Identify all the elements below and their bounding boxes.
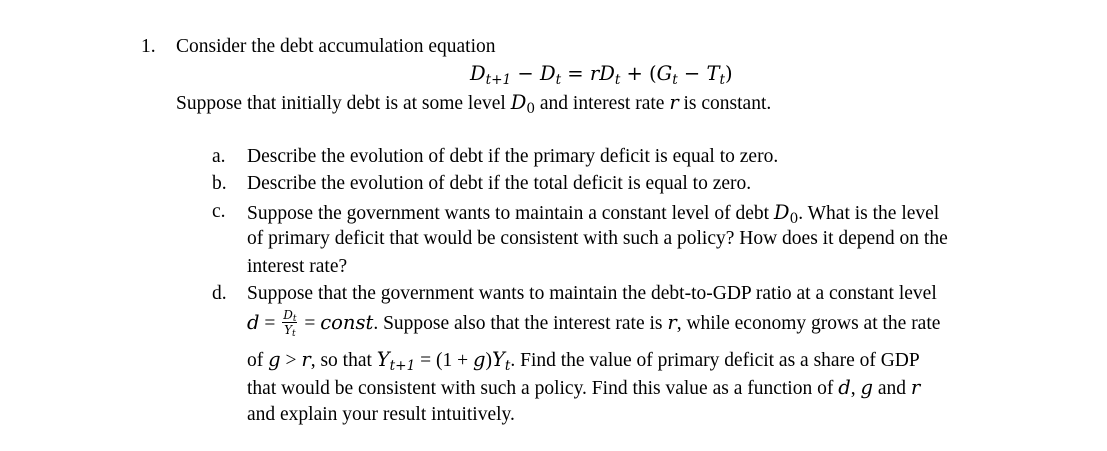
- question-number: 1.: [141, 36, 156, 57]
- part-c-letter: c.: [212, 201, 226, 222]
- part-c-line-1: Suppose the government wants to maintain a constant level of debt $D_0$. What is the level: [247, 201, 940, 228]
- part-d-letter: d.: [212, 283, 227, 304]
- part-a-letter: a.: [212, 146, 226, 167]
- part-c-line-2: of primary deficit that would be consistent with such a policy? How does it depend on the: [247, 228, 948, 249]
- part-d-line-2: d = $\frac{D_t}{Y_t}$ = const. Suppose also that the interest rate is r, while economy grows at the rate: [247, 308, 941, 339]
- suppose-statement: Suppose that initially debt is at some level $D_0$ and interest rate r is constant.: [176, 91, 772, 118]
- part-d-line-1: Suppose that the government wants to maintain the debt-to-GDP ratio at a constant level: [247, 283, 937, 304]
- part-b-text: Describe the evolution of debt if the total deficit is equal to zero.: [247, 173, 752, 194]
- part-c-line-3: interest rate?: [247, 256, 348, 277]
- part-b-letter: b.: [212, 173, 227, 194]
- debt-equation: $D_{t+1} - D_t = rD_t + (G_t - T_t)$: [470, 62, 733, 89]
- part-d-line-3: of g > r, so that $Y_{t+1} = (1 + g)Y_t$. Find the value of primary deficit as a share of GDP: [247, 348, 920, 375]
- part-d-line-5: and explain your result intuitively.: [247, 404, 515, 425]
- part-a-text: Describe the evolution of debt if the primary deficit is equal to zero.: [247, 146, 779, 167]
- part-d-line-4: that would be consistent with such a policy. Find this value as a function of d, g and r: [247, 376, 921, 399]
- debt-to-gdp-fraction: $\frac{D_t}{Y_t}$: [283, 308, 297, 339]
- question-intro: Consider the debt accumulation equation: [176, 36, 496, 57]
